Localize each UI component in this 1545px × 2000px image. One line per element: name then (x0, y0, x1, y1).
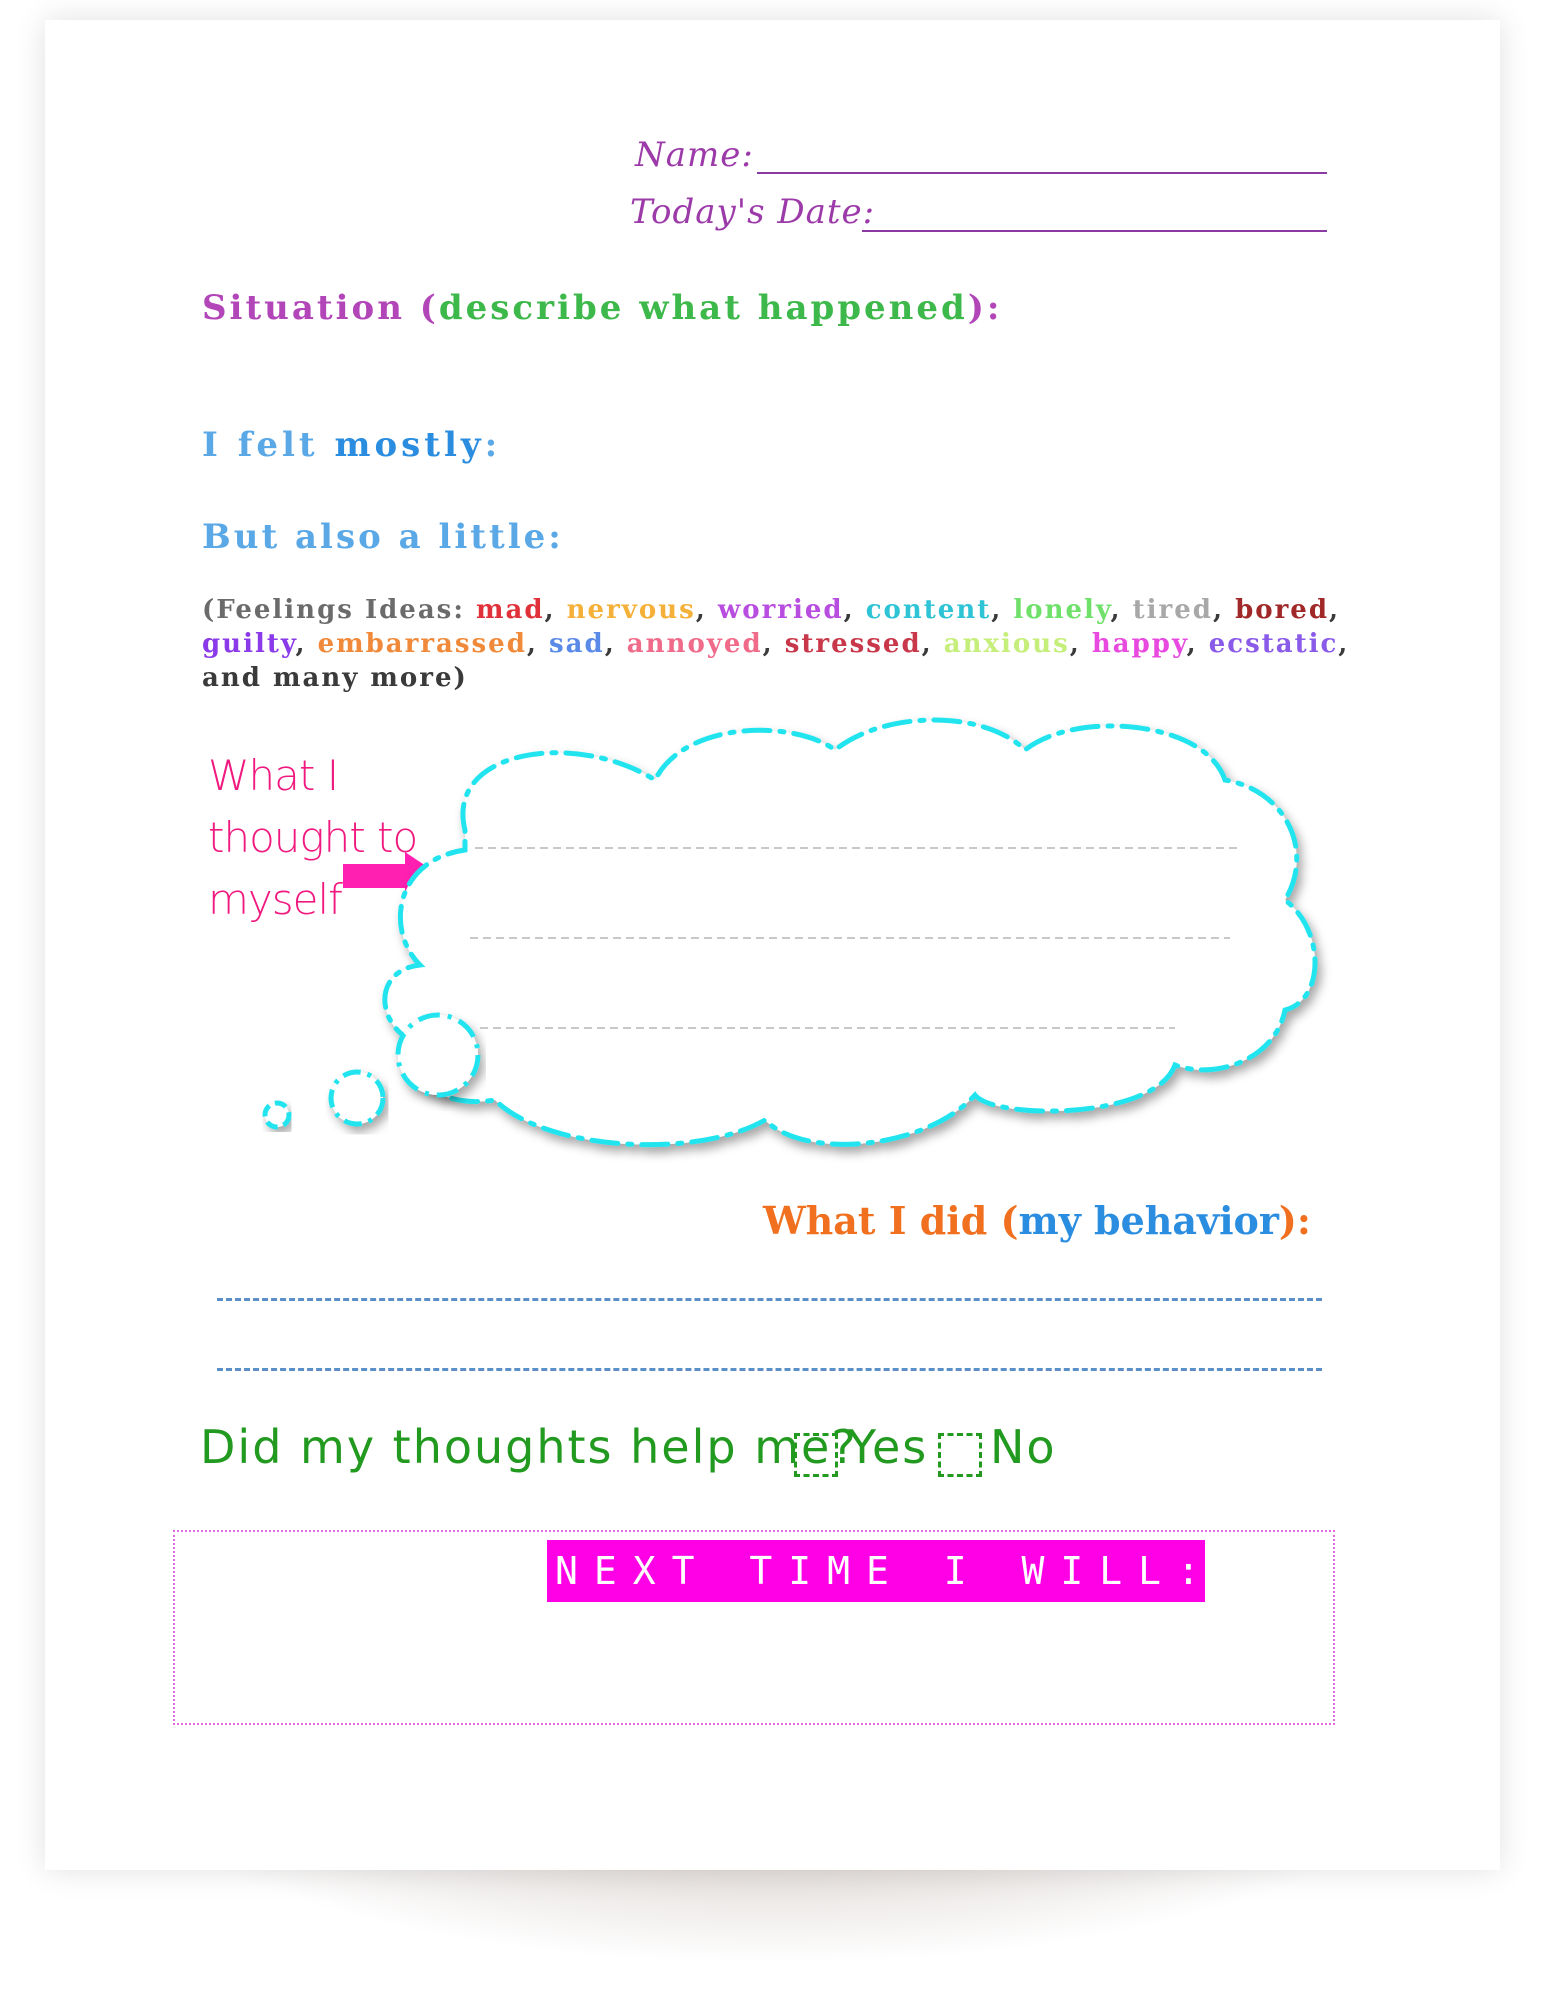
feeling-separator: , (295, 629, 318, 659)
behavior-hint: my behavior (1018, 1198, 1279, 1243)
feeling-separator: , (604, 629, 627, 659)
feeling-word: annoyed (626, 629, 763, 659)
cloud-shape (265, 720, 1315, 1145)
feelings-ideas (202, 593, 1352, 695)
worksheet-page (45, 20, 1500, 1870)
felt-suffix: : (484, 425, 502, 465)
behavior-word: What I did ( (763, 1198, 1019, 1243)
behavior-close: ): (1278, 1198, 1311, 1243)
feeling-word: content (865, 595, 992, 625)
feeling-separator: , (762, 629, 785, 659)
name-field[interactable] (757, 172, 1327, 174)
feeling-separator: , (526, 629, 550, 659)
feeling-separator: , (1338, 629, 1350, 659)
behavior-line-1[interactable] (217, 1298, 1322, 1301)
next-time-banner: NEXT TIME I WILL: (547, 1540, 1205, 1602)
behavior-line-2[interactable] (217, 1368, 1322, 1371)
feeling-word: embarrassed (317, 629, 527, 659)
felt-prefix: I felt (202, 425, 335, 465)
situation-close: ): (967, 288, 1003, 328)
feeling-separator: , (695, 595, 718, 625)
feeling-word: guilty (202, 629, 296, 659)
no-label: No (990, 1420, 1057, 1474)
feeling-word: anxious (943, 629, 1070, 659)
feeling-separator: , (991, 595, 1014, 625)
feeling-word: tired (1132, 595, 1213, 625)
behavior-heading (763, 1198, 1311, 1243)
feeling-word: lonely (1013, 595, 1111, 625)
felt-mostly-word: mostly (334, 425, 485, 465)
yes-label: Yes (848, 1420, 929, 1474)
name-label: Name: (635, 135, 754, 175)
felt-mostly-heading (202, 425, 501, 465)
date-field[interactable] (862, 230, 1327, 232)
feeling-word: mad (475, 595, 545, 625)
also-little-heading: But also a little: (202, 517, 564, 557)
feeling-separator: , (1186, 629, 1209, 659)
feeling-word: happy (1091, 629, 1187, 659)
date-label: Today's Date: (630, 192, 876, 232)
feeling-separator: , (1212, 595, 1236, 625)
feeling-separator: , (921, 629, 944, 659)
feeling-separator: , (843, 595, 866, 625)
thought-label: What I thought to myself (208, 751, 418, 924)
feeling-word: bored (1235, 595, 1330, 625)
situation-word: Situation ( (202, 288, 439, 328)
feeling-word: sad (549, 629, 605, 659)
feeling-separator: , (1069, 629, 1092, 659)
yes-checkbox[interactable] (794, 1433, 838, 1477)
feelings-open: (Feelings Ideas: (202, 595, 476, 625)
no-checkbox[interactable] (938, 1433, 982, 1477)
feeling-word: ecstatic (1208, 629, 1339, 659)
feeling-separator: , (544, 595, 567, 625)
feeling-separator: , (1329, 595, 1341, 625)
feeling-word: nervous (566, 595, 696, 625)
feeling-word: stressed (784, 629, 922, 659)
situation-answer-area[interactable] (202, 340, 1322, 430)
thought-cloud[interactable] (195, 710, 1435, 1190)
feeling-word: worried (717, 595, 844, 625)
help-question: Did my thoughts help me? (200, 1420, 858, 1474)
situation-hint: describe what happened (438, 288, 968, 328)
feelings-close: and many more) (202, 663, 468, 693)
feeling-separator: , (1110, 595, 1133, 625)
situation-heading (202, 288, 1002, 328)
